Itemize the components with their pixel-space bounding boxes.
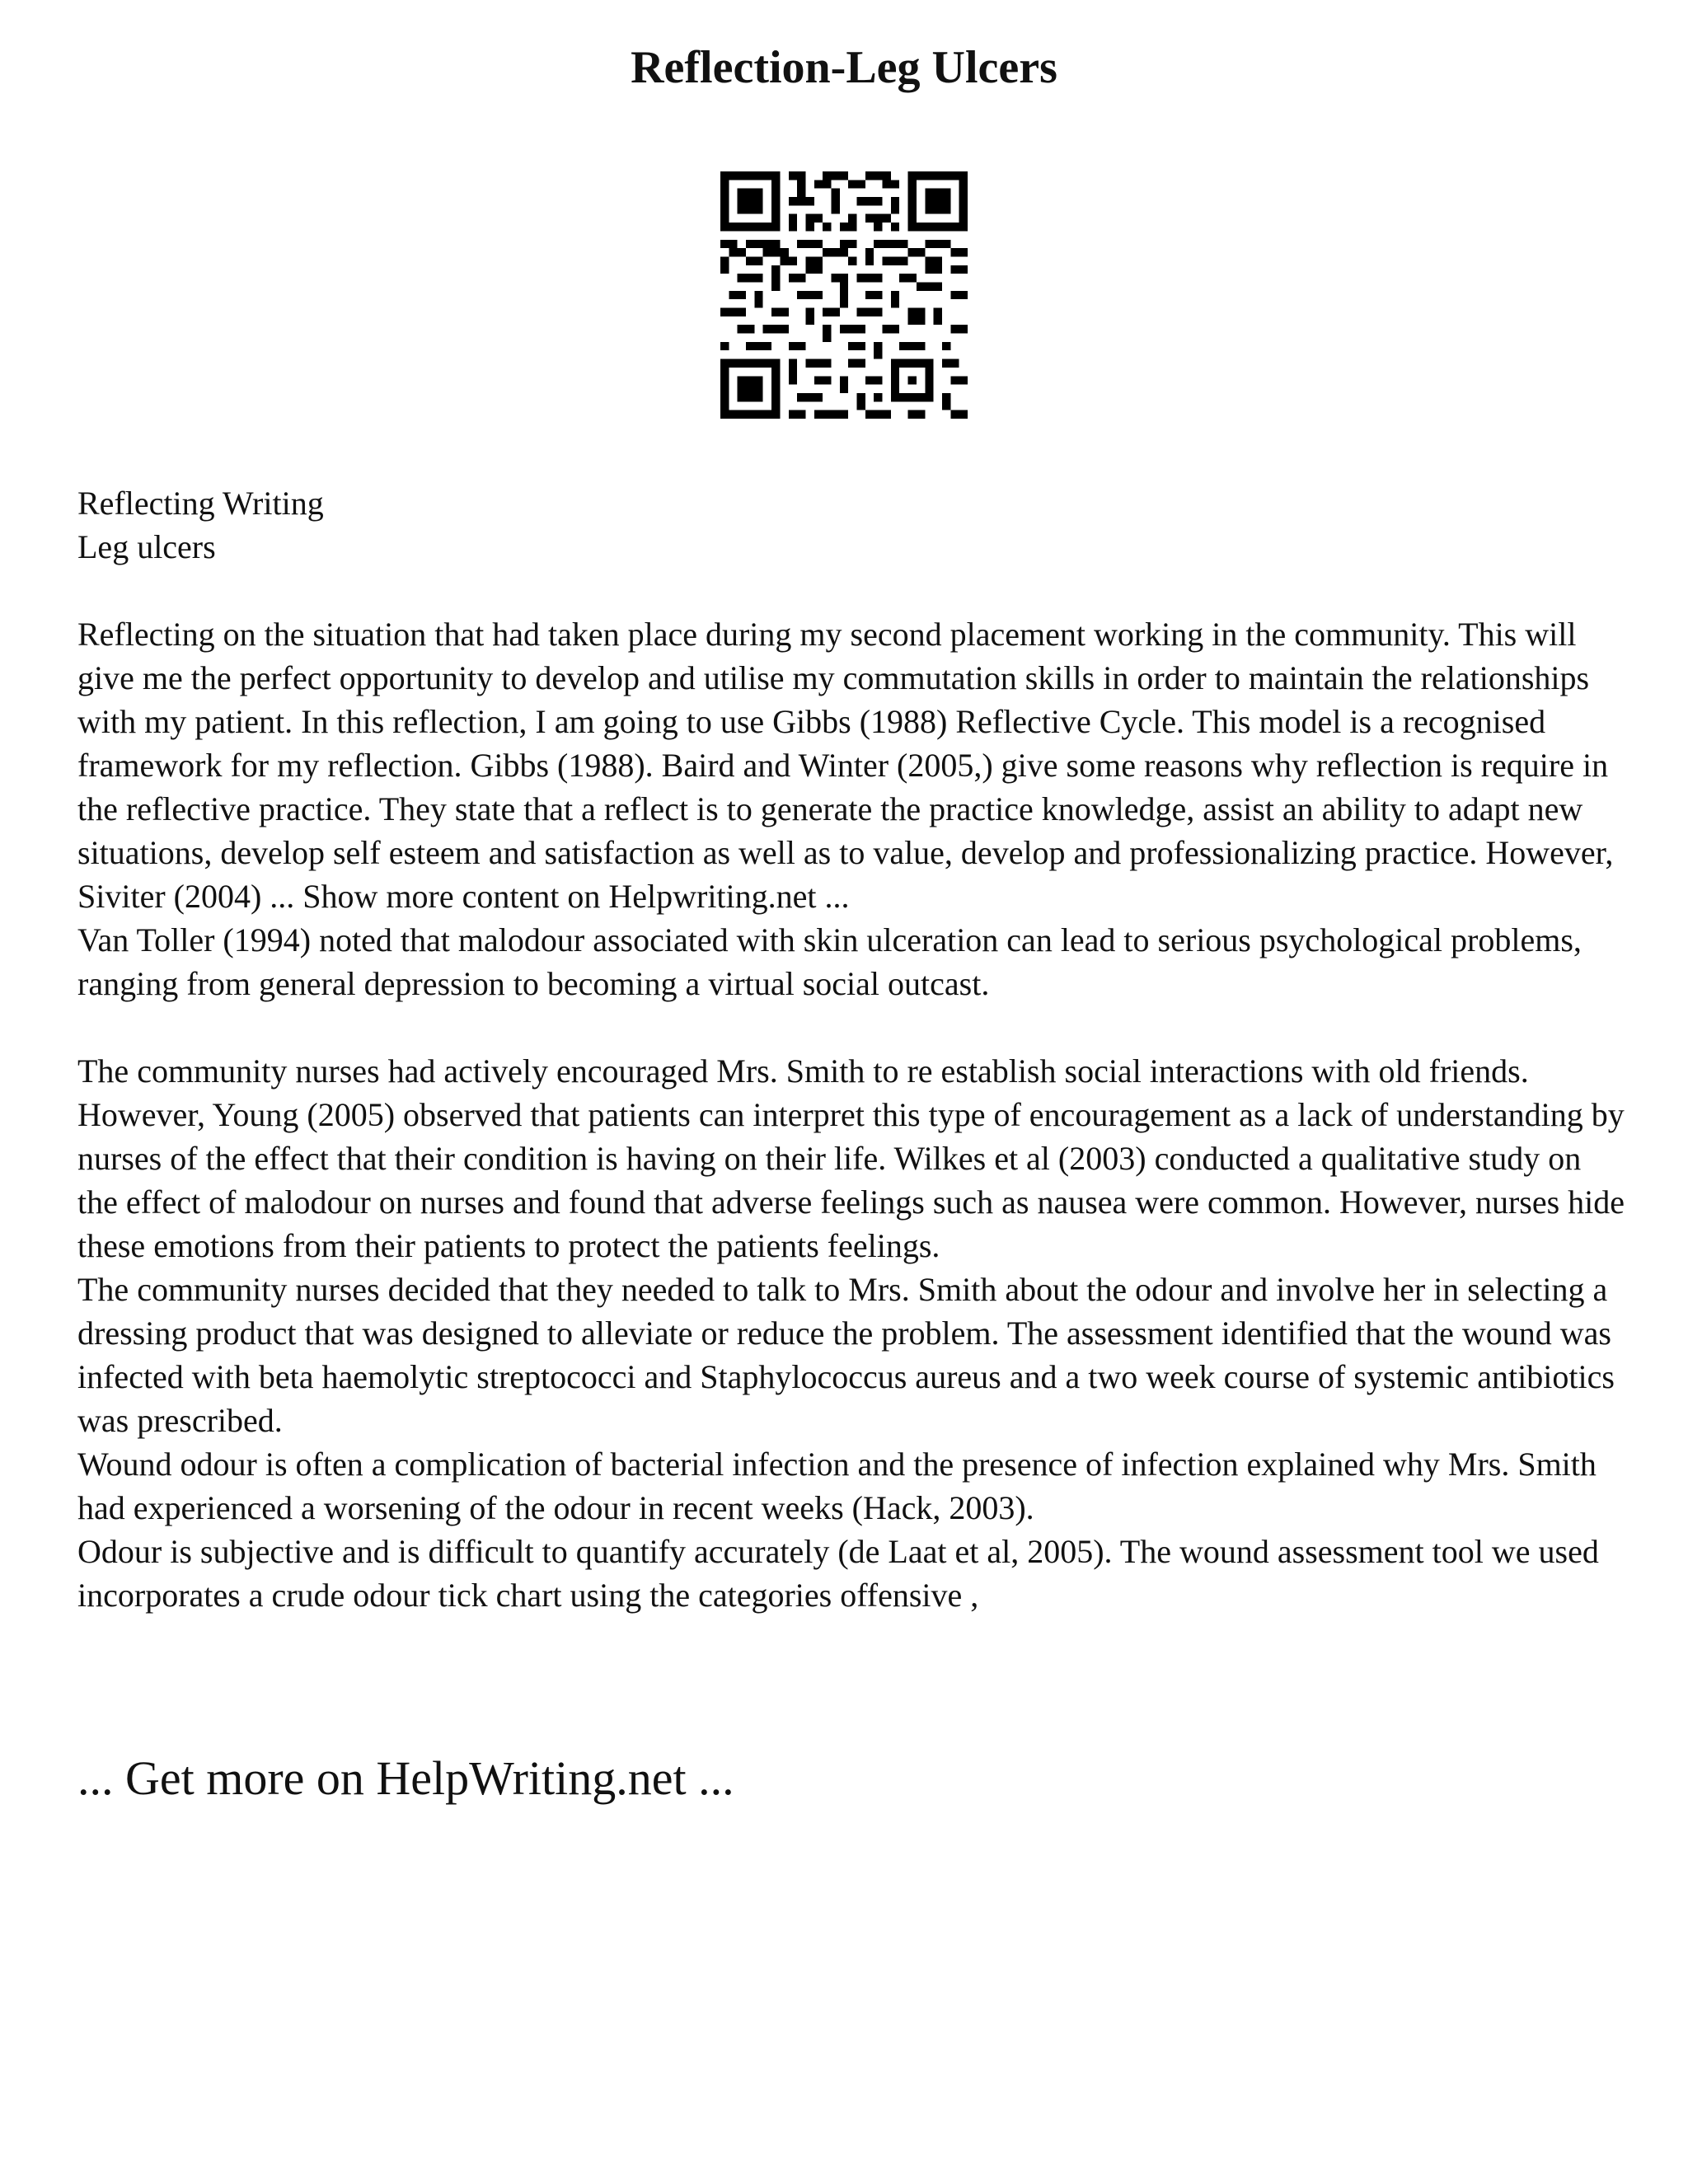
paragraph-spacer [77, 1005, 1627, 1049]
paragraph-1: Reflecting on the situation that had taken place during my second placement working in the community. This will give me the perfect opportunity to develop and utilise my commutation skills in order to maintain the relationships with my patient. In this reflection, I am going to use Gibbs (1988) Reflective Cycle. This model is a recognised framework for my reflection. Gibbs (1988). Baird and Winter (2005,) give some reasons why reflection is require in the reflective practice. They state that a reflect is to generate the practice knowledge, assist an ability to adapt new situations, develop self esteem and satisfaction as well as to value, develop and professionalizing practice. However, Siviter (2004) ... Show more content on Helpwriting.net ... [77, 616, 1614, 915]
document-title: Reflection-Leg Ulcers [631, 42, 1057, 93]
paragraph-spacer [77, 569, 1627, 612]
document-body [77, 481, 1627, 1617]
qr-code-icon [720, 171, 968, 419]
paragraph-4: The community nurses decided that they needed to talk to Mrs. Smith about the odour and involve her in selecting a dressing product that was designed to alleviate or reduce the problem. The assessment identified that the wound was infected with beta haemolytic streptococci and Staphylococcus aureus and a two week course of systemic antibiotics was prescribed. [77, 1271, 1615, 1439]
get-more-link[interactable]: ... Get more on HelpWriting.net ... [77, 1751, 734, 1805]
heading-line-1: Reflecting Writing [77, 485, 324, 522]
paragraph-3: The community nurses had actively encouraged Mrs. Smith to re establish social interactions with old friends. However, Young (2005) observed that patients can interpret this type of encouragement as a lack of understanding by nurses of the effect that their condition is having on their life. Wilkes et al (2003) conducted a qualitative study on the effect of malodour on nurses and found that adverse feelings such as nausea were common. However, nurses hide these emotions from their patients to protect the patients feelings. [77, 1052, 1625, 1264]
paragraph-6: Odour is subjective and is difficult to quantify accurately (de Laat et al, 2005). The wound assessment tool we used incorporates a crude odour tick chart using the categories offensive , [77, 1533, 1599, 1614]
heading-line-2: Leg ulcers [77, 528, 216, 565]
paragraph-5: Wound odour is often a complication of bacterial infection and the presence of infection explained why Mrs. Smith had experienced a worsening of the odour in recent weeks (Hack, 2003). [77, 1446, 1597, 1526]
paragraph-2: Van Toller (1994) noted that malodour associated with skin ulceration can lead to serious psychological problems, ranging from general depression to becoming a virtual social outcast. [77, 921, 1582, 1002]
